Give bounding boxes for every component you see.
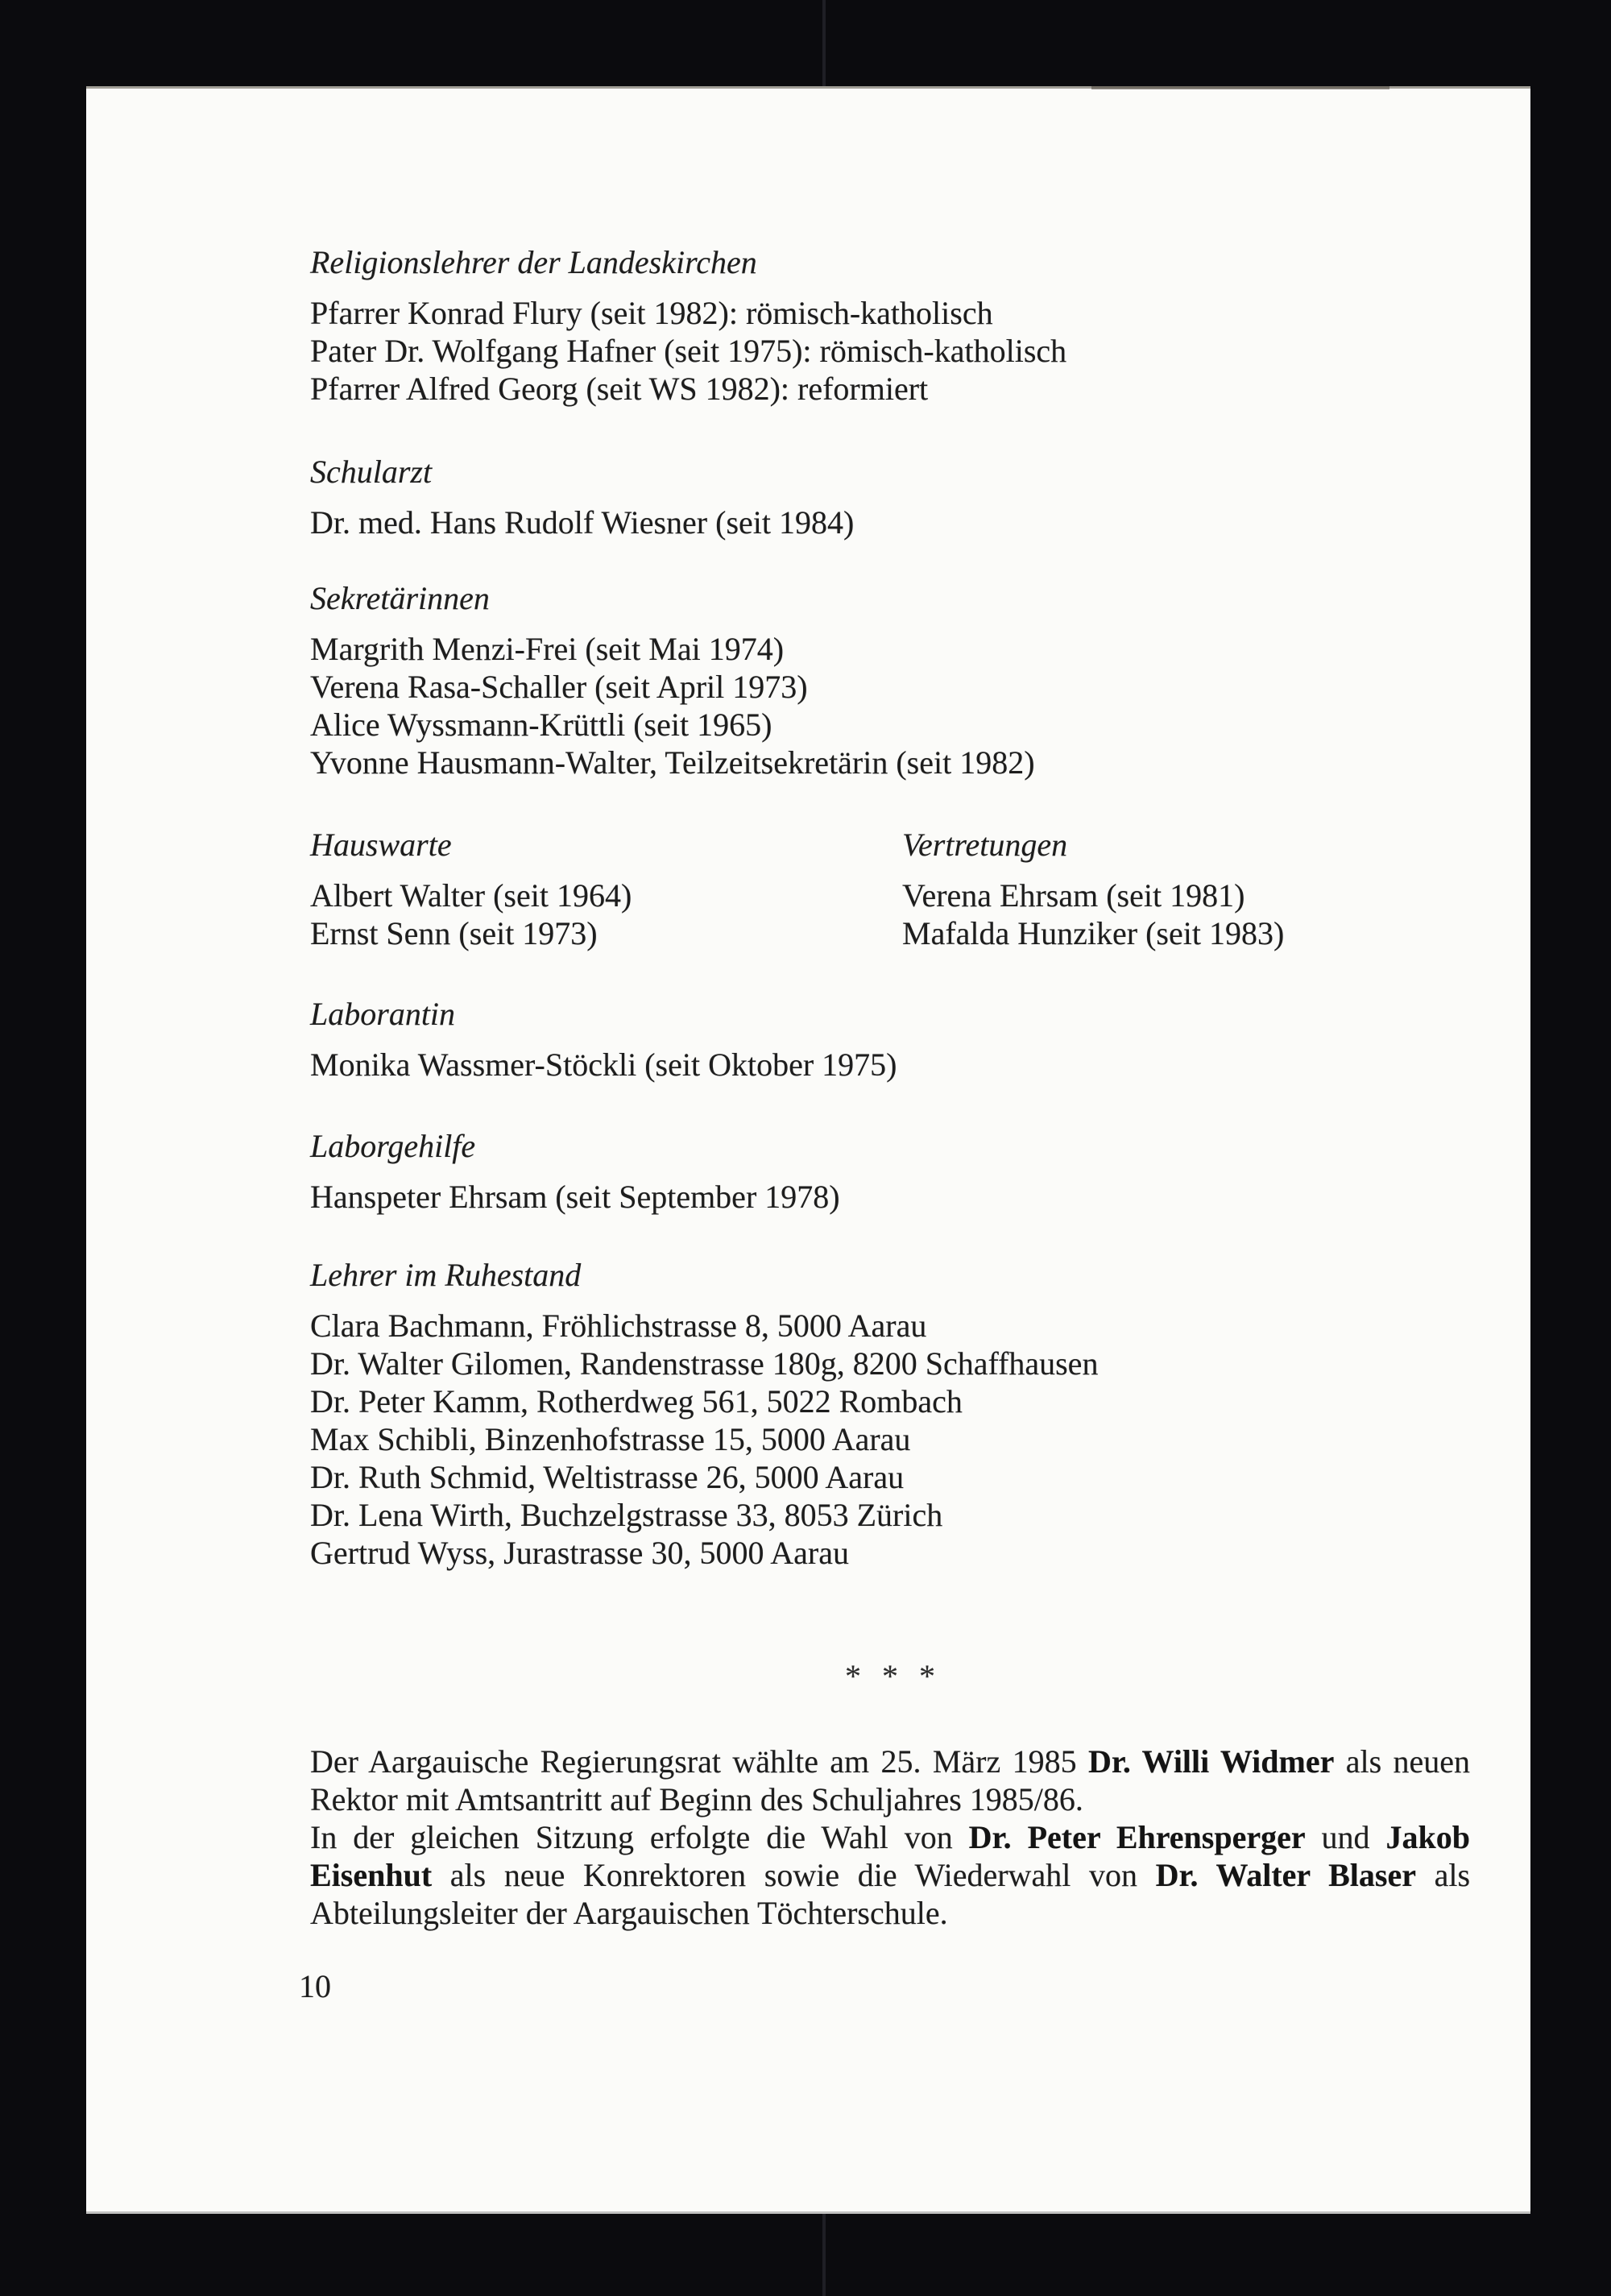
closing-paragraphs <box>310 1743 1470 1932</box>
section-entry: Max Schibli, Binzenhofstrasse 15, 5000 Aarau <box>310 1421 911 1457</box>
section-entry: Yvonne Hausmann-Walter, Teilzeitsekretärin (seit 1982) <box>310 744 1035 781</box>
text-segment: In der gleichen Sitzung erfolgte die Wahl von <box>310 1819 969 1855</box>
section-heading: Lehrer im Ruhestand <box>310 1257 582 1293</box>
section-entry: Verena Ehrsam (seit 1981) <box>902 877 1245 914</box>
closing-paragraph-2 <box>310 1818 1470 1932</box>
section-entry: Pater Dr. Wolfgang Hafner (seit 1975): römisch-katholisch <box>310 333 1067 369</box>
section-heading: Sekretärinnen <box>310 580 490 616</box>
text-segment-bold: Dr. Peter Ehrensperger <box>968 1819 1306 1855</box>
text-segment: und <box>1305 1819 1386 1855</box>
section-laborantin <box>310 995 1470 1084</box>
section-sekretaerinnen <box>310 579 1470 781</box>
section-entry: Dr. Lena Wirth, Buchzelgstrasse 33, 8053 Zürich <box>310 1497 943 1533</box>
section-heading: Vertretungen <box>902 827 1068 863</box>
section-entry: Pfarrer Konrad Flury (seit 1982): römisch-katholisch <box>310 295 993 331</box>
section-heading: Laborgehilfe <box>310 1128 476 1164</box>
text-segment-bold: Dr. Walter Blaser <box>1155 1857 1416 1893</box>
asterisk-separator: * * * <box>845 1658 935 1694</box>
text-segment: als Abteilungsleiter der Aargauischen Töchterschule. <box>310 1857 1471 1931</box>
section-heading: Laborantin <box>310 996 456 1032</box>
section-religionslehrer <box>310 243 1470 408</box>
page-edge-shadow <box>1091 86 1389 89</box>
column-vertretungen <box>902 826 1284 952</box>
section-entry: Hanspeter Ehrsam (seit September 1978) <box>310 1179 840 1215</box>
text-segment: als neuen Rektor mit Amtsantritt auf Beginn des Schuljahres 1985/86. <box>310 1743 1470 1817</box>
column-hauswarte <box>310 826 632 952</box>
section-entry: Ernst Senn (seit 1973) <box>310 915 598 951</box>
section-entry: Dr. Peter Kamm, Rotherdweg 561, 5022 Rombach <box>310 1383 963 1419</box>
section-entry: Pfarrer Alfred Georg (seit WS 1982): reformiert <box>310 371 929 407</box>
section-entry: Mafalda Hunziker (seit 1983) <box>902 915 1285 951</box>
section-entry: Alice Wyssmann-Krüttli (seit 1965) <box>310 707 772 743</box>
section-entry: Monika Wassmer-Stöckli (seit Oktober 1975) <box>310 1046 897 1083</box>
section-entry: Dr. med. Hans Rudolf Wiesner (seit 1984) <box>310 504 855 541</box>
text-segment-bold: Jakob Eisenhut <box>310 1819 1471 1893</box>
section-heading: Hauswarte <box>310 827 452 863</box>
section-entry: Margrith Menzi-Frei (seit Mai 1974) <box>310 631 785 667</box>
section-entry: Clara Bachmann, Fröhlichstrasse 8, 5000 Aarau <box>310 1308 927 1344</box>
text-segment: als neue Konrektoren sowie die Wiederwahl von <box>432 1857 1156 1893</box>
section-lehrer-im-ruhestand <box>310 1256 1470 1572</box>
section-heading: Religionslehrer der Landeskirchen <box>310 244 757 280</box>
section-entry: Albert Walter (seit 1964) <box>310 877 632 914</box>
text-segment-bold: Dr. Willi Widmer <box>1087 1743 1335 1780</box>
text-segment: Der Aargauische Regierungsrat wählte am 25. März 1985 <box>310 1743 1088 1780</box>
page-number: 10 <box>299 1968 331 2004</box>
book-page <box>86 86 1530 2214</box>
section-entry: Verena Rasa-Schaller (seit April 1973) <box>310 669 808 705</box>
section-entry: Gertrud Wyss, Jurastrasse 30, 5000 Aarau <box>310 1535 849 1571</box>
closing-paragraph-1 <box>310 1743 1470 1818</box>
section-heading: Schularzt <box>310 454 433 490</box>
section-entry: Dr. Ruth Schmid, Weltistrasse 26, 5000 Aarau <box>310 1459 905 1495</box>
section-schularzt <box>310 453 1470 541</box>
section-entry: Dr. Walter Gilomen, Randenstrasse 180g, 8200 Schaffhausen <box>310 1345 1099 1382</box>
section-laborgehilfe <box>310 1127 1470 1216</box>
